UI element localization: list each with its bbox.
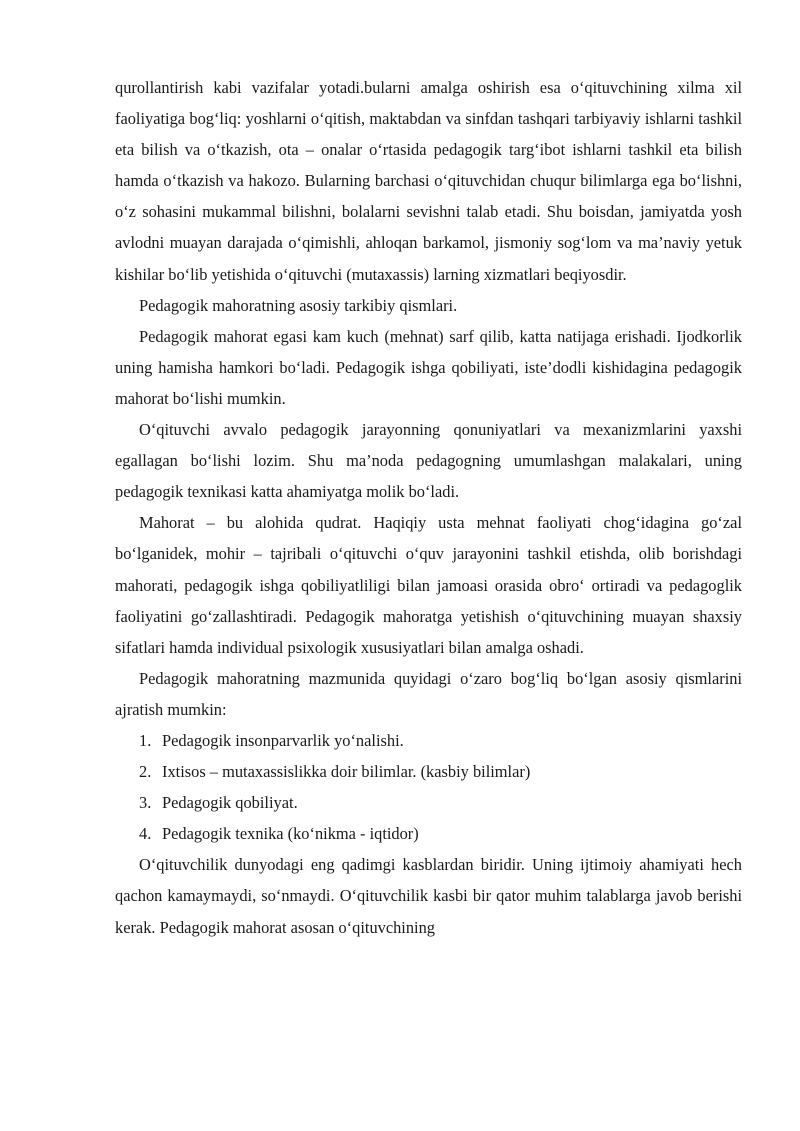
paragraph: O‘qituvchi avvalo pedagogik jarayonning qonuniyatlari va mexanizmlarini yaxshi egallagan bo‘lishi lozim. Shu ma’noda pedagogning umumlashgan malakalari, uning pedagogik texnikasi katta ahamiyatga molik bo‘ladi. [115,420,742,502]
section-heading: Pedagogik mahoratning asosiy tarkibiy qismlari. [139,295,458,315]
list-item-text: Pedagogik qobiliyat. [162,793,298,813]
list-item [115,725,742,756]
list-item-number: 2. [139,762,152,782]
list-item [115,787,742,818]
numbered-list [115,725,742,849]
list-item-text: Pedagogik insonparvarlik yo‘nalishi. [162,730,404,750]
list-item-text: Pedagogik texnika (ko‘nikma - iqtidor) [162,824,419,844]
paragraph: Pedagogik mahorat egasi kam kuch (mehnat) sarf qilib, katta natijaga erishadi. Ijodkorlik uning hamisha hamkori bo‘ladi. Pedagogik ishga qobiliyati, iste’dodli kishidagina pedagogik mahorat bo‘lishi mumkin. [115,326,742,408]
paragraph-continuation: qurollantirish kabi vazifalar yotadi.bularni amalga oshirish esa o‘qituvchining xilma xil faoliyatiga bog‘liq: yoshlarni o‘qitish, maktabdan va sinfdan tashqari tarbiyaviy ishlarni tashkil eta bilish va o‘tkazish, ota – onalar o‘rtasida pedagogik targ‘ibot ishlarni tashkil eta bilish hamda o‘tkazish va hakozo. Bularning barchasi o‘qituvchidan chuqur bilimlarga ega bo‘lishni, o‘z sohasini mukammal bilishni, bolalarni sevishni talab etadi. Shu boisdan, jamiyatda yosh avlodni muayan darajada o‘qimishli, ahloqan barkamol, jismoniy sog‘lom va ma’naviy yetuk kishilar bo‘lib yetishida o‘qituvchi (mutaxassis) larning xizmatlari beqiyosdir. [115,78,742,284]
list-item [115,818,742,849]
paragraph: Pedagogik mahoratning mazmunida quyidagi o‘zaro bog‘liq bo‘lgan asosiy qismlarini ajratish mumkin: [115,668,742,719]
paragraph: O‘qituvchilik dunyodagi eng qadimgi kasblardan biridir. Uning ijtimoiy ahamiyati hech qachon kamaymaydi, so‘nmaydi. O‘qituvchilik kasbi bir qator muhim talablarga javob berishi kerak. Pedagogik mahorat asosan o‘qituvchining [115,855,742,937]
document-page [115,72,742,943]
list-item-text: Ixtisos – mutaxassislikka doir bilimlar. (kasbiy bilimlar) [162,762,531,782]
list-item-number: 1. [139,730,152,750]
list-item-number: 4. [139,824,152,844]
list-item [115,756,742,787]
list-item-number: 3. [139,793,152,813]
paragraph: Mahorat – bu alohida qudrat. Haqiqiy usta mehnat faoliyati chog‘idagina go‘zal bo‘lganidek, mohir – tajribali o‘qituvchi o‘quv jarayonini tashkil etishda, olib borishdagi mahorati, pedagogik ishga qobiliyatliligi bilan jamoasi orasida obro‘ ortiradi va pedagoglik faoliyatini go‘zallashtiradi. Pedagogik mahoratga yetishish o‘qituvchining muayan shaxsiy sifatlari hamda individual psixologik xususiyatlari bilan amalga oshadi. [115,513,742,657]
